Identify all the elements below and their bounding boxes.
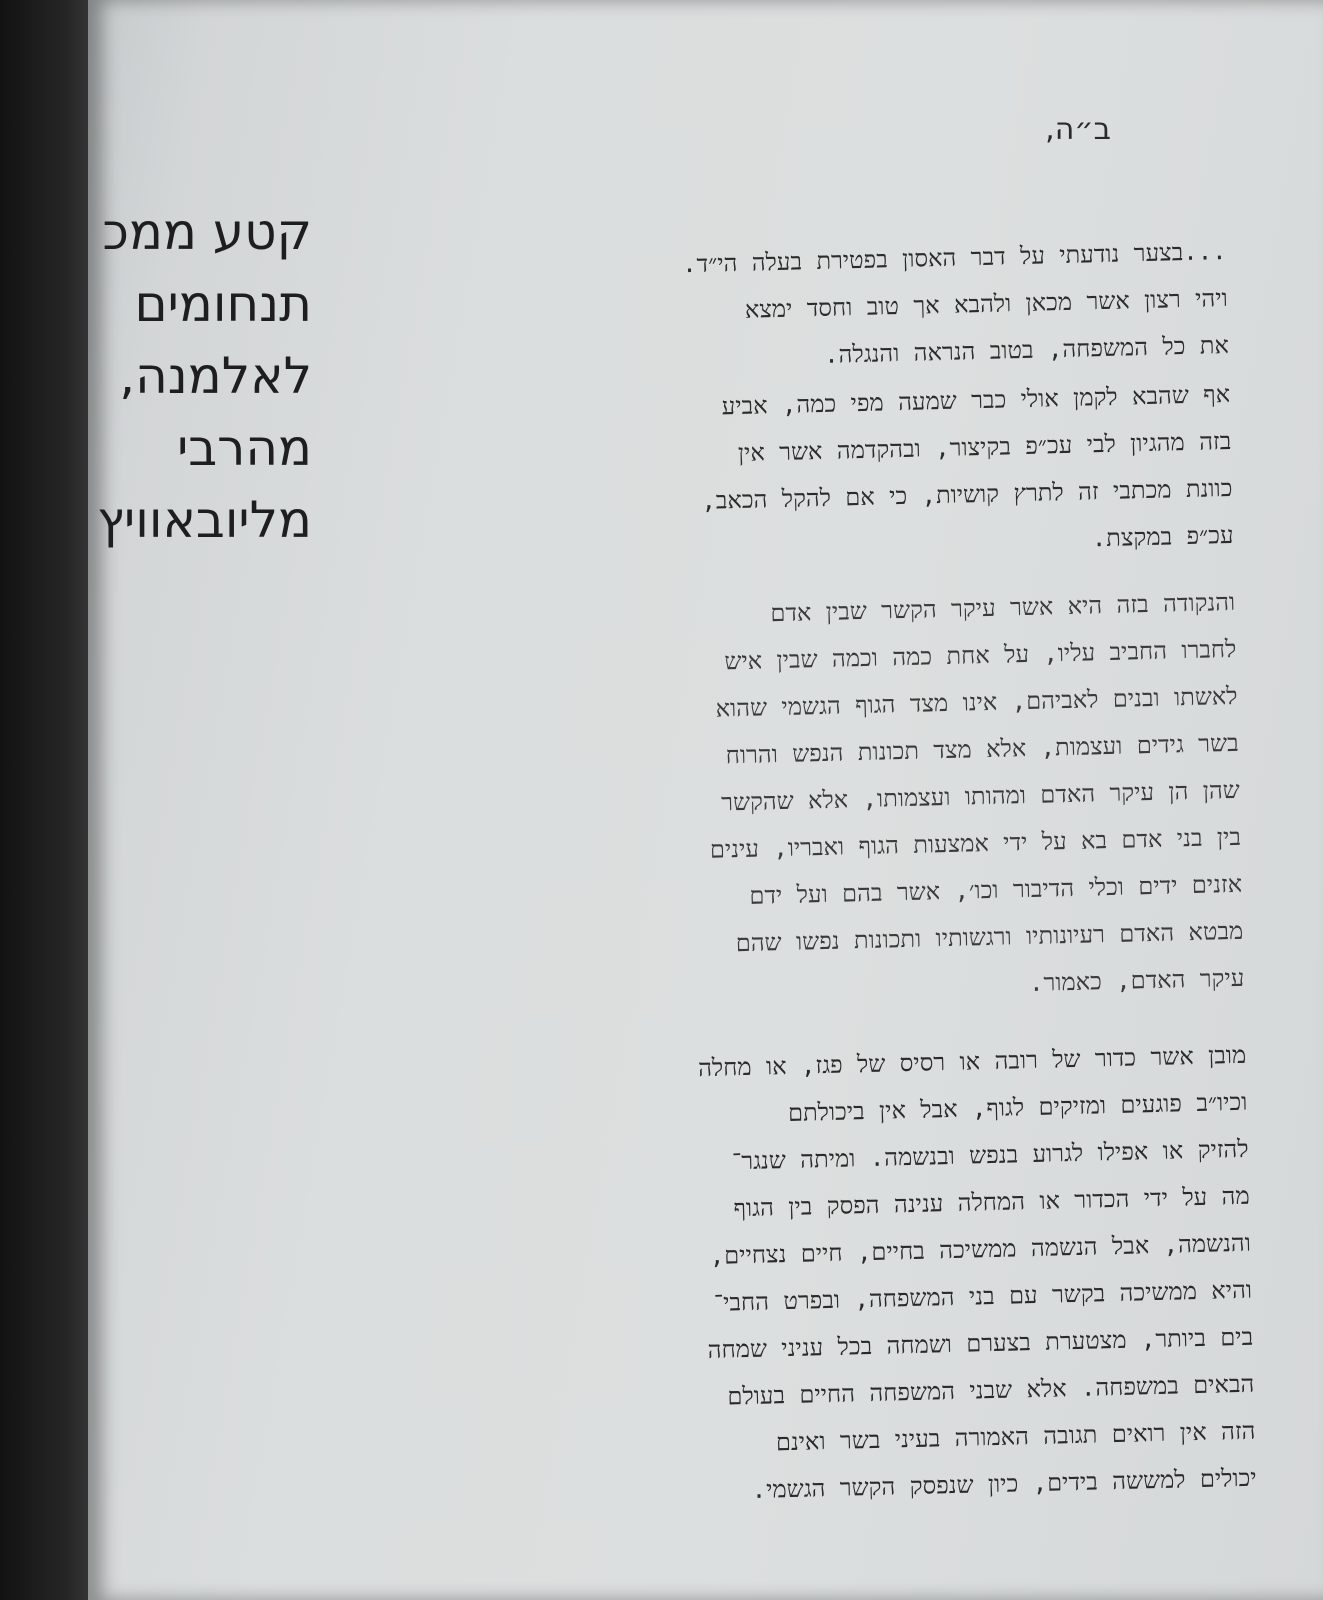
page-gutter-shadow bbox=[0, 0, 96, 1600]
text-line: ...בצער נודעתי על דבר האסון בפטירת בעלה הי״ד. bbox=[681, 236, 1227, 279]
text-line: והנשמה, אבל הנשמה ממשיכה בחיים, חיים נצחיים, bbox=[709, 1228, 1252, 1270]
title-line: מהרבי bbox=[177, 419, 312, 477]
title-line: מליובאוויץ bbox=[97, 491, 312, 549]
text-line: בים ביותר, מצטערת בצערם ושמחה בכל עניני שמחה bbox=[707, 1322, 1254, 1364]
page-header-bh: ב״ה, bbox=[1045, 112, 1111, 147]
text-line: עכ״פ במקצת. bbox=[1091, 520, 1234, 553]
text-line: והנקודה בזה היא אשר עיקר הקשר שבין אדם bbox=[770, 587, 1236, 628]
text-line: מה על ידי הכדור או המחלה ענינה הפסק בין הגוף bbox=[733, 1181, 1250, 1223]
title-line: לאלמנה, bbox=[119, 347, 312, 405]
text-line: והיא ממשיכה בקשר עם בני המשפחה, ובפרט החבי־ bbox=[713, 1275, 1253, 1317]
title-line: קטע ממכ bbox=[102, 203, 312, 261]
text-line: להזיק או אפילו לגרוע בנפש ובנשמה. ומיתה שנגר־ bbox=[731, 1134, 1249, 1176]
text-line: שהן הן עיקר האדם ומהותו ועצמותו, אלא שהקשר bbox=[720, 775, 1241, 817]
text-line: כוונת מכתבי זה לתרץ קושיות, כי אם להקל הכאב, bbox=[701, 473, 1233, 515]
paragraph-3 bbox=[365, 579, 1245, 1023]
text-line: יכולים למששה בידים, כיון שנפסק הקשר הגשמי. bbox=[751, 1463, 1257, 1504]
text-line: הבאים במשפחה. אלא שבני המשפחה החיים בעולם bbox=[727, 1369, 1255, 1411]
paragraph-2 bbox=[360, 371, 1234, 580]
text-line: אזנים ידים וכלי הדיבור וכו׳, אשר בהם ועל ידם bbox=[749, 869, 1243, 910]
book-page bbox=[88, 0, 1323, 1600]
text-line: הזה אין רואים תגובה האמורה בעיני בשר ואינם bbox=[775, 1416, 1256, 1457]
text-line: בין בני אדם בא על ידי אמצעות הגוף ואבריו, עינים bbox=[709, 822, 1242, 864]
text-line: ויהי רצון אשר מכאן ולהבא אך טוב וחסד ימצא bbox=[744, 283, 1229, 324]
text-line: מבטא האדם רעיונותיו ורגשותיו ותכונות נפשו שהם bbox=[735, 916, 1244, 958]
title-line: תנחומים bbox=[134, 275, 312, 333]
text-line: את כל המשפחה, בטוב הנראה והנגלה. bbox=[823, 330, 1230, 369]
side-title bbox=[88, 196, 312, 556]
text-line: לחברו החביב עליו, על אחת כמה וכמה שבין איש bbox=[724, 634, 1237, 676]
text-line: בשר גידים ועצמות, אלא מצד תכונות הנפש והרוח bbox=[725, 728, 1239, 770]
text-line: אף שהבא לקמן אולי כבר שמעה מפי כמה, אביע bbox=[721, 379, 1231, 421]
text-line: לאשתו ובנים לאביהם, אינו מצד הגוף הגשמי שהוא bbox=[715, 681, 1238, 723]
text-line: וכיו״ב פוגעים ומזיקים לגוף, אבל אין ביכולתם bbox=[787, 1087, 1248, 1127]
text-line: בזה מהגיון לבי עכ״פ בקיצור, ובהקדמה אשר אין bbox=[737, 426, 1232, 467]
paragraph-1 bbox=[356, 228, 1229, 390]
paragraph-4 bbox=[376, 1032, 1257, 1523]
letter-body bbox=[356, 228, 1257, 1545]
text-line: עיקר האדם, כאמור. bbox=[1028, 963, 1245, 998]
text-line: מובן אשר כדור של רובה או רסיס של פגז, או מחלה bbox=[697, 1040, 1247, 1083]
